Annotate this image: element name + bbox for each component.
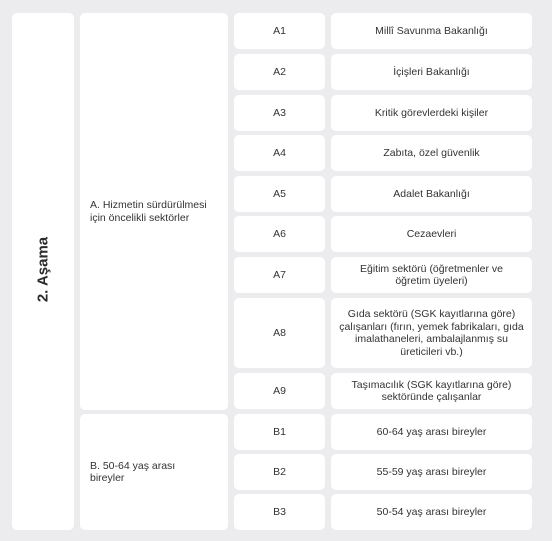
group-label-b: B. 50-64 yaş arası bireyler <box>90 459 176 484</box>
desc-cell-b2: 55-59 yaş arası bireyler <box>331 454 532 490</box>
code-cell-b1: B1 <box>234 414 325 450</box>
code-cell-a7: A7 <box>234 257 325 293</box>
code-cell-a4: A4 <box>234 135 325 171</box>
top-divider <box>0 0 552 4</box>
code-cell-a8: A8 <box>234 298 325 368</box>
code-cell-b3: B3 <box>234 494 325 530</box>
desc-cell-a1: Millî Savunma Bakanlığı <box>331 13 532 49</box>
code-cell-a2: A2 <box>234 54 325 90</box>
desc-cell-a4: Zabıta, özel güvenlik <box>331 135 532 171</box>
desc-cell-a3: Kritik görevlerdeki kişiler <box>331 95 532 131</box>
code-cell-a1: A1 <box>234 13 325 49</box>
desc-cell-a8: Gıda sektörü (SGK kayıtlarına göre) çalışanları (fırın, yemek fabrikaları, gıda imalathaneleri, ambalajlanmış su üreticileri vb.) <box>331 298 532 368</box>
desc-cell-a7: Eğitim sektörü (öğretmenler ve öğretim üyeleri) <box>331 257 532 293</box>
code-cell-b2: B2 <box>234 454 325 490</box>
code-cell-a3: A3 <box>234 95 325 131</box>
desc-cell-a9: Taşımacılık (SGK kayıtlarına göre) sektöründe çalışanlar <box>331 373 532 409</box>
code-cell-a5: A5 <box>234 176 325 212</box>
desc-cell-b3: 50-54 yaş arası bireyler <box>331 494 532 530</box>
desc-cell-a2: İçişleri Bakanlığı <box>331 54 532 90</box>
desc-cell-b1: 60-64 yaş arası bireyler <box>331 414 532 450</box>
group-cell-b <box>80 414 228 530</box>
group-label-a: A. Hizmetin sürdürülmesi için öncelikli sektörler <box>90 199 207 224</box>
desc-cell-a6: Cezaevleri <box>331 216 532 252</box>
desc-cell-a5: Adalet Bakanlığı <box>331 176 532 212</box>
stage-label: 2. Aşama <box>34 236 52 303</box>
code-cell-a6: A6 <box>234 216 325 252</box>
code-cell-a9: A9 <box>234 373 325 409</box>
group-cell-a <box>80 13 228 410</box>
